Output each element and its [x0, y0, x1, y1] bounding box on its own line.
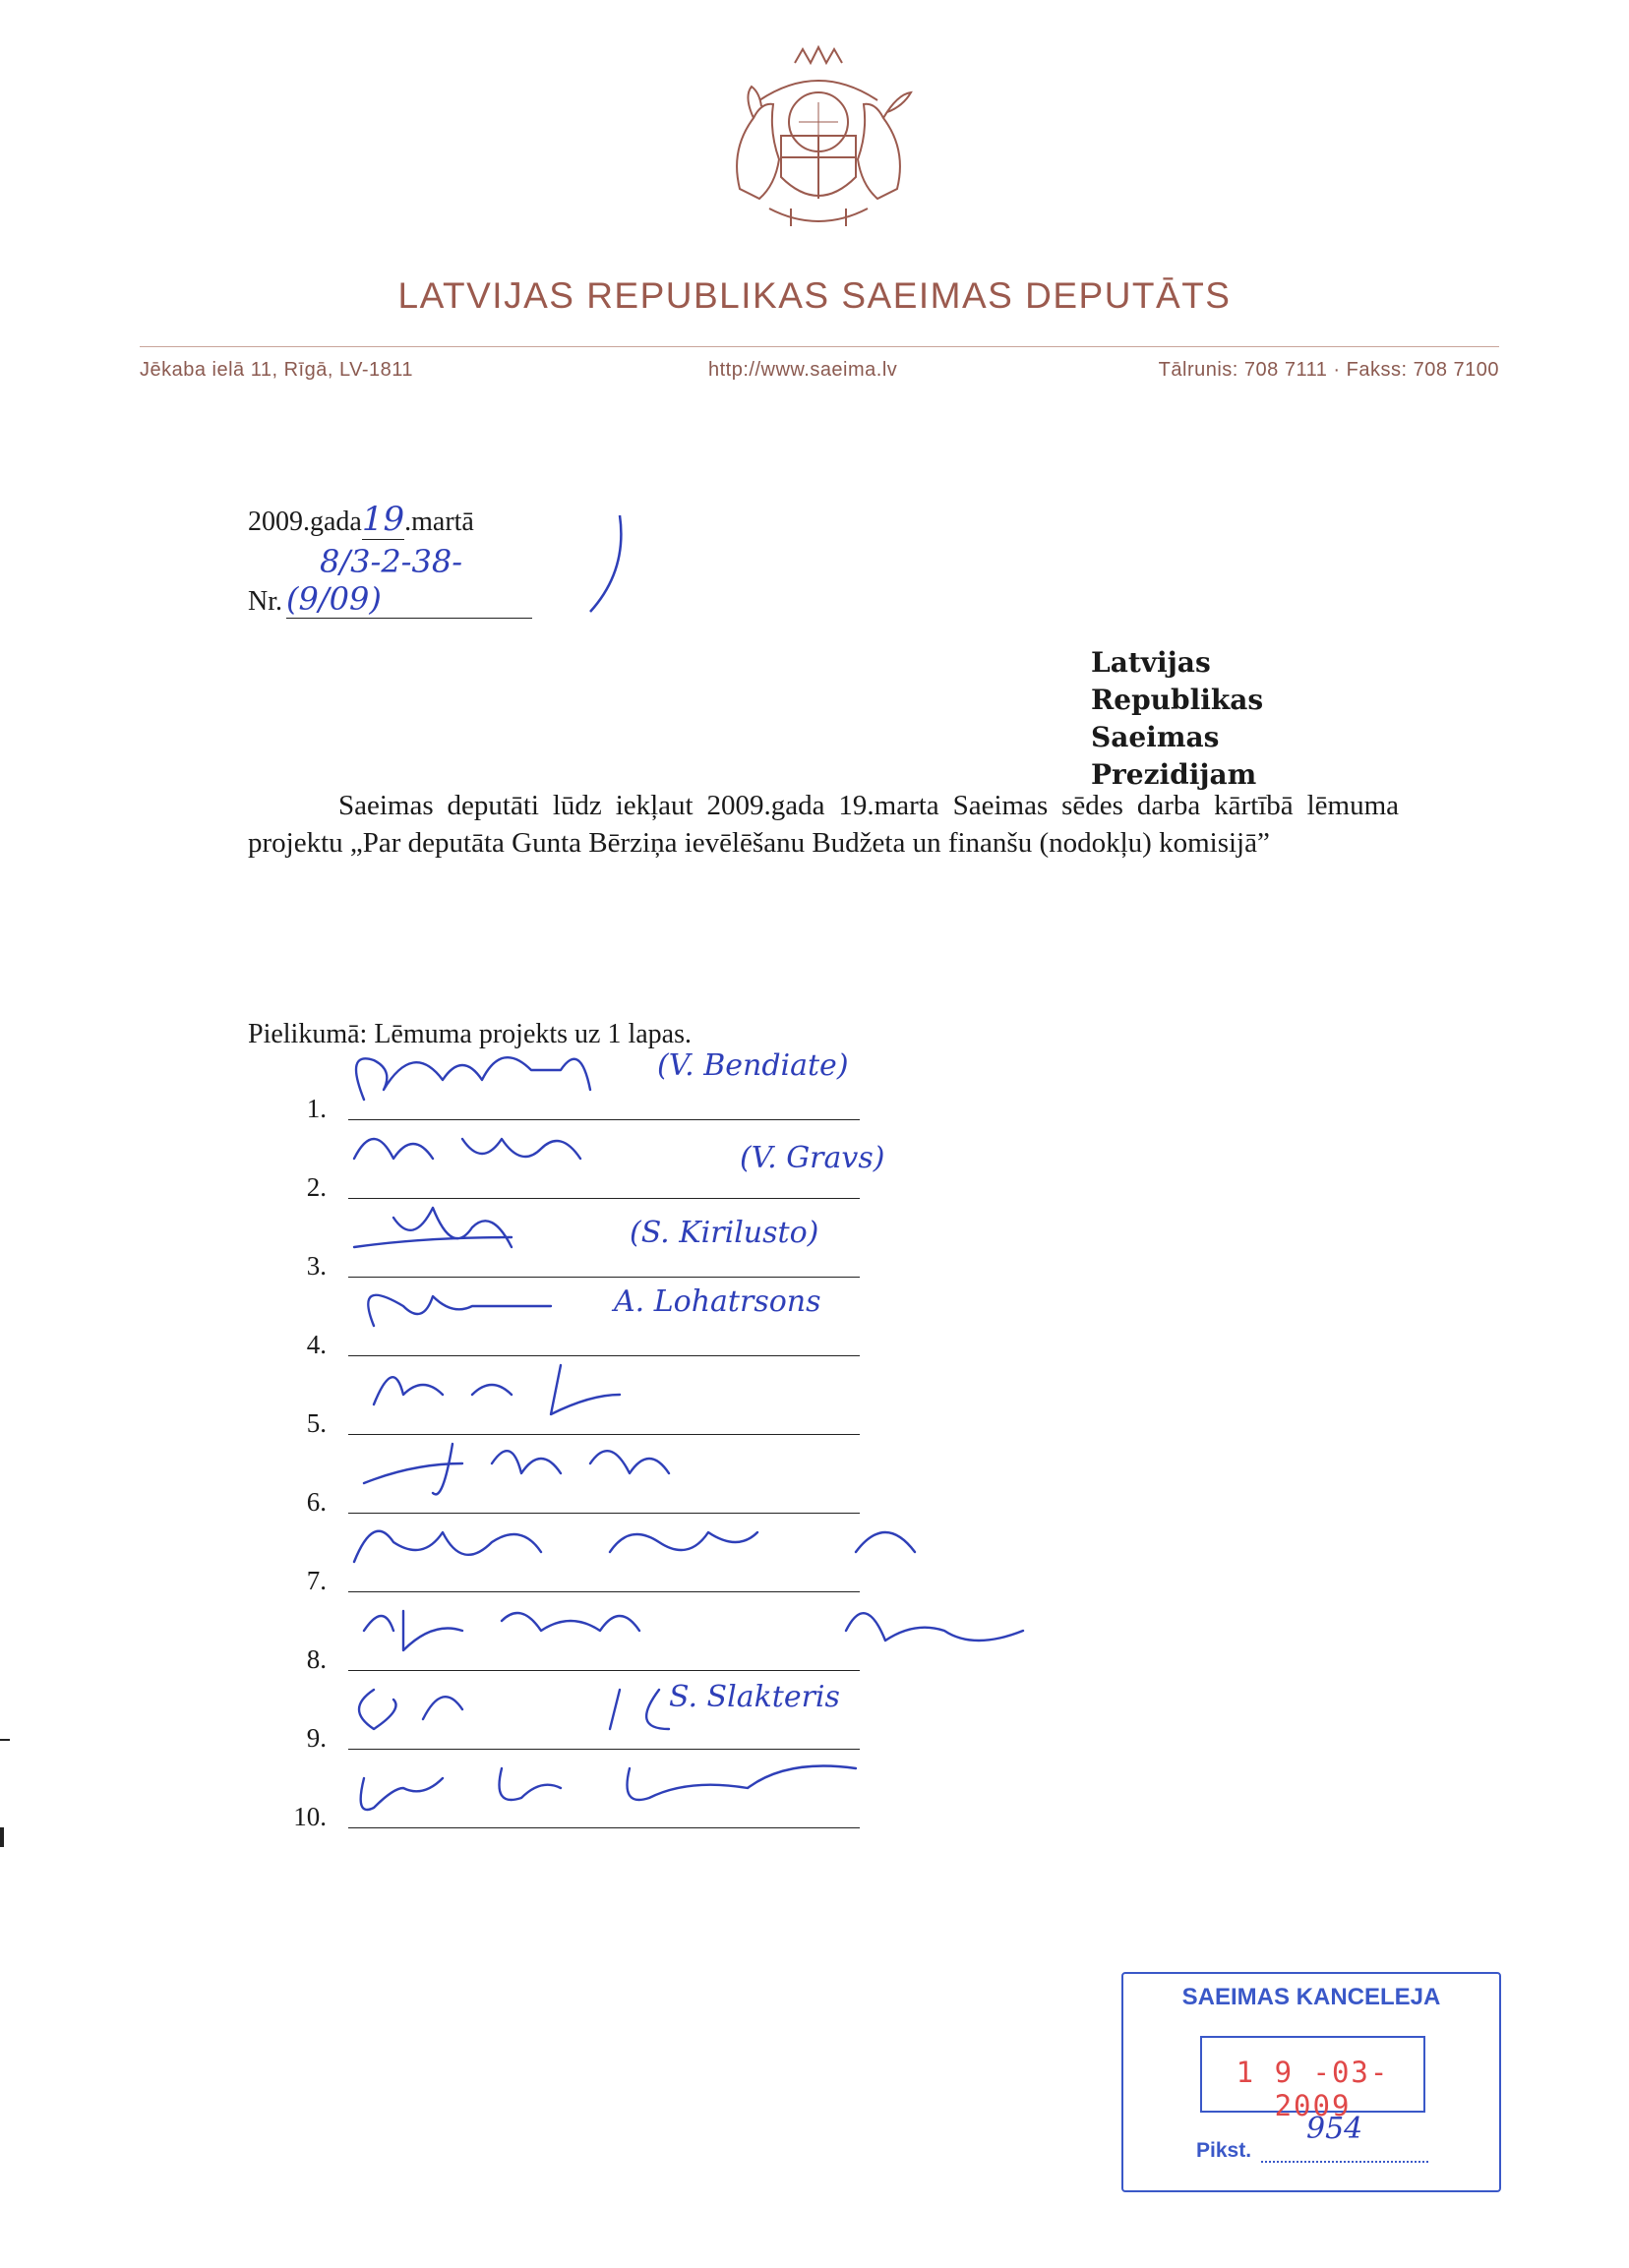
signature-number: 2. — [306, 1172, 327, 1202]
date-prefix: 2009.gada — [248, 507, 362, 537]
handwritten-signature — [334, 1749, 1082, 1837]
addressee-line-1: Latvijas Republikas — [1091, 646, 1264, 716]
signatory-name: A. Lohatrsons — [614, 1284, 821, 1319]
stamp-date-box — [1200, 2036, 1425, 2122]
signatory-name: S. Slakteris — [669, 1680, 840, 1714]
signature-number: 6. — [306, 1487, 327, 1517]
stamp-number: 954 — [1306, 2112, 1363, 2146]
signature-number: 10. — [293, 1802, 327, 1831]
body-paragraph: Saeimas deputāti lūdz iekļaut 2009.gada 19.marta Saeimas sēdes darba kārtībā lēmuma projektu „Par deputāta Gunta Bērziņa ievēlēšanu Budžeta un finanšu (nodokļu) komisijā” — [248, 790, 1399, 859]
scan-edge-mark — [0, 1739, 10, 1741]
handwritten-signature — [334, 1355, 1082, 1444]
handwritten-signature — [334, 1119, 1082, 1208]
coat-of-arms-icon — [700, 41, 936, 238]
letterhead-phone-fax: Tālrunis: 708 7111 · Fakss: 708 7100 — [1158, 359, 1499, 381]
signatory-name: (V. Bendiate) — [657, 1048, 849, 1083]
signature-number: 4. — [306, 1330, 327, 1359]
signatory-name: (V. Gravs) — [740, 1141, 885, 1175]
document-number — [248, 543, 532, 619]
number-label: Nr. — [248, 586, 282, 617]
handwritten-signature — [334, 1434, 1082, 1522]
addressee — [1091, 644, 1386, 794]
stamp-date: 1 9 -03- 2009 — [1236, 2056, 1390, 2122]
signatory-name: (S. Kirilusto) — [630, 1216, 819, 1250]
appendix-note: Pielikumā: Lēmuma projekts uz 1 lapas. — [248, 1019, 693, 1049]
signature-row — [0, 1798, 1629, 1877]
stamp-label: Pikst. — [1196, 2139, 1252, 2162]
handwritten-signature — [334, 1591, 1082, 1680]
letterhead-website: http://www.saeima.lv — [708, 359, 898, 381]
number-value: 8/3-2-38-(9/09) — [286, 543, 463, 618]
date-suffix: .martā — [404, 507, 474, 537]
signature-number: 5. — [306, 1408, 327, 1438]
letterhead-divider — [140, 346, 1499, 347]
signature-number: 7. — [306, 1566, 327, 1595]
signature-number: 8. — [306, 1644, 327, 1674]
number-bracket-scribble — [576, 511, 635, 620]
scan-edge-mark — [0, 1827, 4, 1847]
date-day: 19 — [361, 500, 405, 539]
letterhead-address: Jēkaba ielā 11, Rīgā, LV-1811 — [140, 359, 414, 381]
stamp-title: SAEIMAS KANCELEJA — [1181, 1984, 1441, 2010]
addressee-line-2: Saeimas Prezidijam — [1091, 721, 1257, 791]
stamp-rule — [1261, 2161, 1428, 2164]
signature-number: 1. — [306, 1094, 327, 1123]
signature-number: 3. — [306, 1251, 327, 1281]
handwritten-signature — [334, 1513, 1082, 1601]
letterhead-title: LATVIJAS REPUBLIKAS SAEIMAS DEPUTĀTS — [397, 275, 1232, 316]
signature-number: 9. — [306, 1723, 327, 1753]
document-date — [248, 500, 474, 540]
registry-stamp — [1121, 1972, 1501, 2192]
